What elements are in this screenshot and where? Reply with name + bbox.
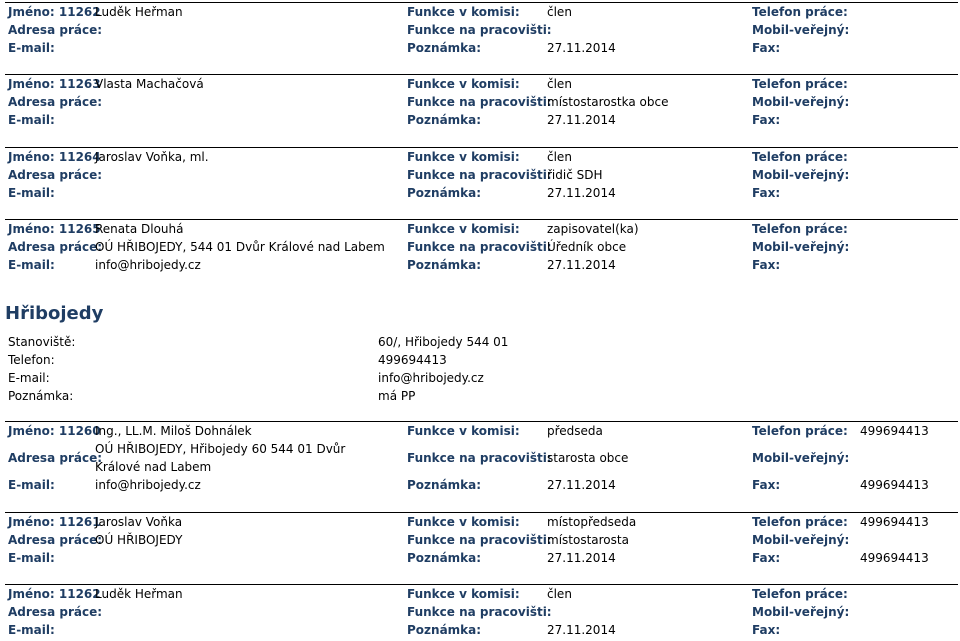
note-label: Poznámka: [407,623,482,637]
workplace-function-value: Úředník obce [547,240,627,254]
record-row-address [5,531,958,549]
record-row-name [5,422,958,440]
note-value: 27.11.2014 [547,258,616,272]
note-value: 27.11.2014 [547,623,616,637]
workplace-function-label: Funkce na pracovišti: [407,95,552,109]
committee-function-label: Funkce v komisi: [407,5,520,19]
note-label: Poznámka: [407,258,482,272]
email-label: E-mail: [8,113,55,127]
mobile-label: Mobil-veřejný: [752,168,850,182]
note-label: Poznámka: [407,186,482,200]
mobile-label: Mobil-veřejný: [752,605,850,619]
email-value: info@hribojedy.cz [95,258,201,272]
record-row-email [5,549,958,567]
record-row-address [5,166,958,184]
workplace-function-value: místostarosta [547,533,629,547]
email-value: info@hribojedy.cz [95,478,201,492]
fax-label: Fax: [752,258,781,272]
committee-function-value: člen [547,150,572,164]
section-title: Hřibojedy [5,303,104,324]
fax-value: 499694413 [860,551,929,565]
member-name: Luděk Heřman [95,5,183,19]
fax-label: Fax: [752,551,781,565]
committee-function-value: člen [547,587,572,601]
workplace-function-label: Funkce na pracovišti: [407,605,552,619]
note-label: Poznámka: [407,41,482,55]
work-address-cell [95,440,375,476]
work-phone-label: Telefon práce: [752,77,848,91]
note-label: Poznámka: [407,113,482,127]
committee-function-label: Funkce v komisi: [407,77,520,91]
note-value: 27.11.2014 [547,551,616,565]
fax-label: Fax: [752,478,781,492]
section-info [8,333,608,405]
member-record [5,512,958,567]
work-address-label: Adresa práce: [8,451,103,465]
record-row-name [5,148,958,166]
work-phone-label: Telefon práce: [752,424,848,438]
record-row-email [5,111,958,129]
committee-function-value: místopředseda [547,515,637,529]
mobile-label: Mobil-veřejný: [752,23,850,37]
work-address-label: Adresa práce: [8,23,103,37]
info-value: 60/, Hřibojedy 544 01 [378,335,509,349]
work-address-value: OÚ HŘIBOJEDY, 544 01 Dvůr Králové nad Labem [95,240,385,254]
info-row-stanoviste [8,333,608,351]
note-value: 27.11.2014 [547,478,616,492]
workplace-function-label: Funkce na pracovišti: [407,168,552,182]
workplace-function-label: Funkce na pracovišti: [407,23,552,37]
committee-function-value: člen [547,5,572,19]
mobile-label: Mobil-veřejný: [752,240,850,254]
info-value: info@hribojedy.cz [378,371,484,385]
work-phone-label: Telefon práce: [752,222,848,236]
fax-value: 499694413 [860,478,929,492]
info-row-telefon [8,351,608,369]
record-row-email [5,621,958,639]
email-label: E-mail: [8,623,55,637]
email-label: E-mail: [8,478,55,492]
work-phone-label: Telefon práce: [752,5,848,19]
mobile-label: Mobil-veřejný: [752,451,850,465]
member-name: Renata Dlouhá [95,222,184,236]
note-value: 27.11.2014 [547,41,616,55]
member-name: Jaroslav Voňka, ml. [95,150,209,164]
workplace-function-label: Funkce na pracovišti: [407,240,552,254]
member-record [5,147,958,202]
record-row-name [5,3,958,21]
email-label: E-mail: [8,551,55,565]
record-row-address [5,21,958,39]
committee-function-value: člen [547,77,572,91]
info-label: E-mail: [8,371,50,385]
record-row-name [5,220,958,238]
info-value: má PP [378,389,416,403]
record-row-email [5,184,958,202]
committee-function-label: Funkce v komisi: [407,587,520,601]
member-name: Luděk Heřman [95,587,183,601]
work-phone-value: 499694413 [860,424,929,438]
record-row-email [5,39,958,57]
email-label: E-mail: [8,41,55,55]
fax-label: Fax: [752,41,781,55]
member-record [5,421,958,494]
member-name: Ing., LL.M. Miloš Dohnálek [95,424,252,438]
committee-function-value: zapisovatel(ka) [547,222,639,236]
info-value: 499694413 [378,353,447,367]
work-address-label: Adresa práce: [8,605,103,619]
workplace-function-label: Funkce na pracovišti: [407,533,552,547]
mobile-label: Mobil-veřejný: [752,533,850,547]
member-id-label: Jméno: 11260 [8,424,101,438]
member-id-label: Jméno: 11265 [8,222,101,236]
workplace-function-value: starosta obce [547,451,629,465]
work-phone-label: Telefon práce: [752,515,848,529]
note-label: Poznámka: [407,551,482,565]
member-id-label: Jméno: 11262 [8,587,101,601]
member-id-label: Jméno: 11262 [8,5,101,19]
work-address-value: OÚ HŘIBOJEDY [95,533,183,547]
member-id-label: Jméno: 11261 [8,515,101,529]
note-value: 27.11.2014 [547,186,616,200]
record-row-address [5,238,958,256]
committee-function-label: Funkce v komisi: [407,515,520,529]
member-record [5,584,958,639]
committee-function-label: Funkce v komisi: [407,424,520,438]
work-phone-value: 499694413 [860,515,929,529]
member-id-label: Jméno: 11263 [8,77,101,91]
member-record [5,219,958,274]
email-label: E-mail: [8,186,55,200]
committee-function-label: Funkce v komisi: [407,222,520,236]
member-id-label: Jméno: 11264 [8,150,101,164]
info-label: Poznámka: [8,389,74,403]
work-phone-label: Telefon práce: [752,587,848,601]
work-address-label: Adresa práce: [8,95,103,109]
workplace-function-label: Funkce na pracovišti: [407,451,552,465]
work-address-value: OÚ HŘIBOJEDY, Hřibojedy 60 544 01 Dvůr Králové nad Labem [95,442,346,474]
record-row-name [5,75,958,93]
member-record [5,2,958,57]
work-address-label: Adresa práce: [8,168,103,182]
member-name: Jaroslav Voňka [95,515,183,529]
info-row-poznamka [8,387,608,405]
info-label: Telefon: [8,353,55,367]
fax-label: Fax: [752,623,781,637]
record-row-email [5,476,958,494]
work-address-label: Adresa práce: [8,533,103,547]
record-row-name [5,513,958,531]
email-label: E-mail: [8,258,55,272]
workplace-function-value: řidič SDH [547,168,603,182]
record-row-address [5,603,958,621]
work-address-label: Adresa práce: [8,240,103,254]
note-label: Poznámka: [407,478,482,492]
member-record [5,74,958,129]
mobile-label: Mobil-veřejný: [752,95,850,109]
workplace-function-value: místostarostka obce [547,95,669,109]
fax-label: Fax: [752,186,781,200]
member-name: Vlasta Machačová [95,77,204,91]
work-phone-label: Telefon práce: [752,150,848,164]
committee-function-value: předseda [547,424,603,438]
record-row-email [5,256,958,274]
record-row-address [5,440,958,476]
note-value: 27.11.2014 [547,113,616,127]
record-row-name [5,585,958,603]
info-row-email [8,369,608,387]
committee-function-label: Funkce v komisi: [407,150,520,164]
fax-label: Fax: [752,113,781,127]
record-row-address [5,93,958,111]
info-label: Stanoviště: [8,335,76,349]
